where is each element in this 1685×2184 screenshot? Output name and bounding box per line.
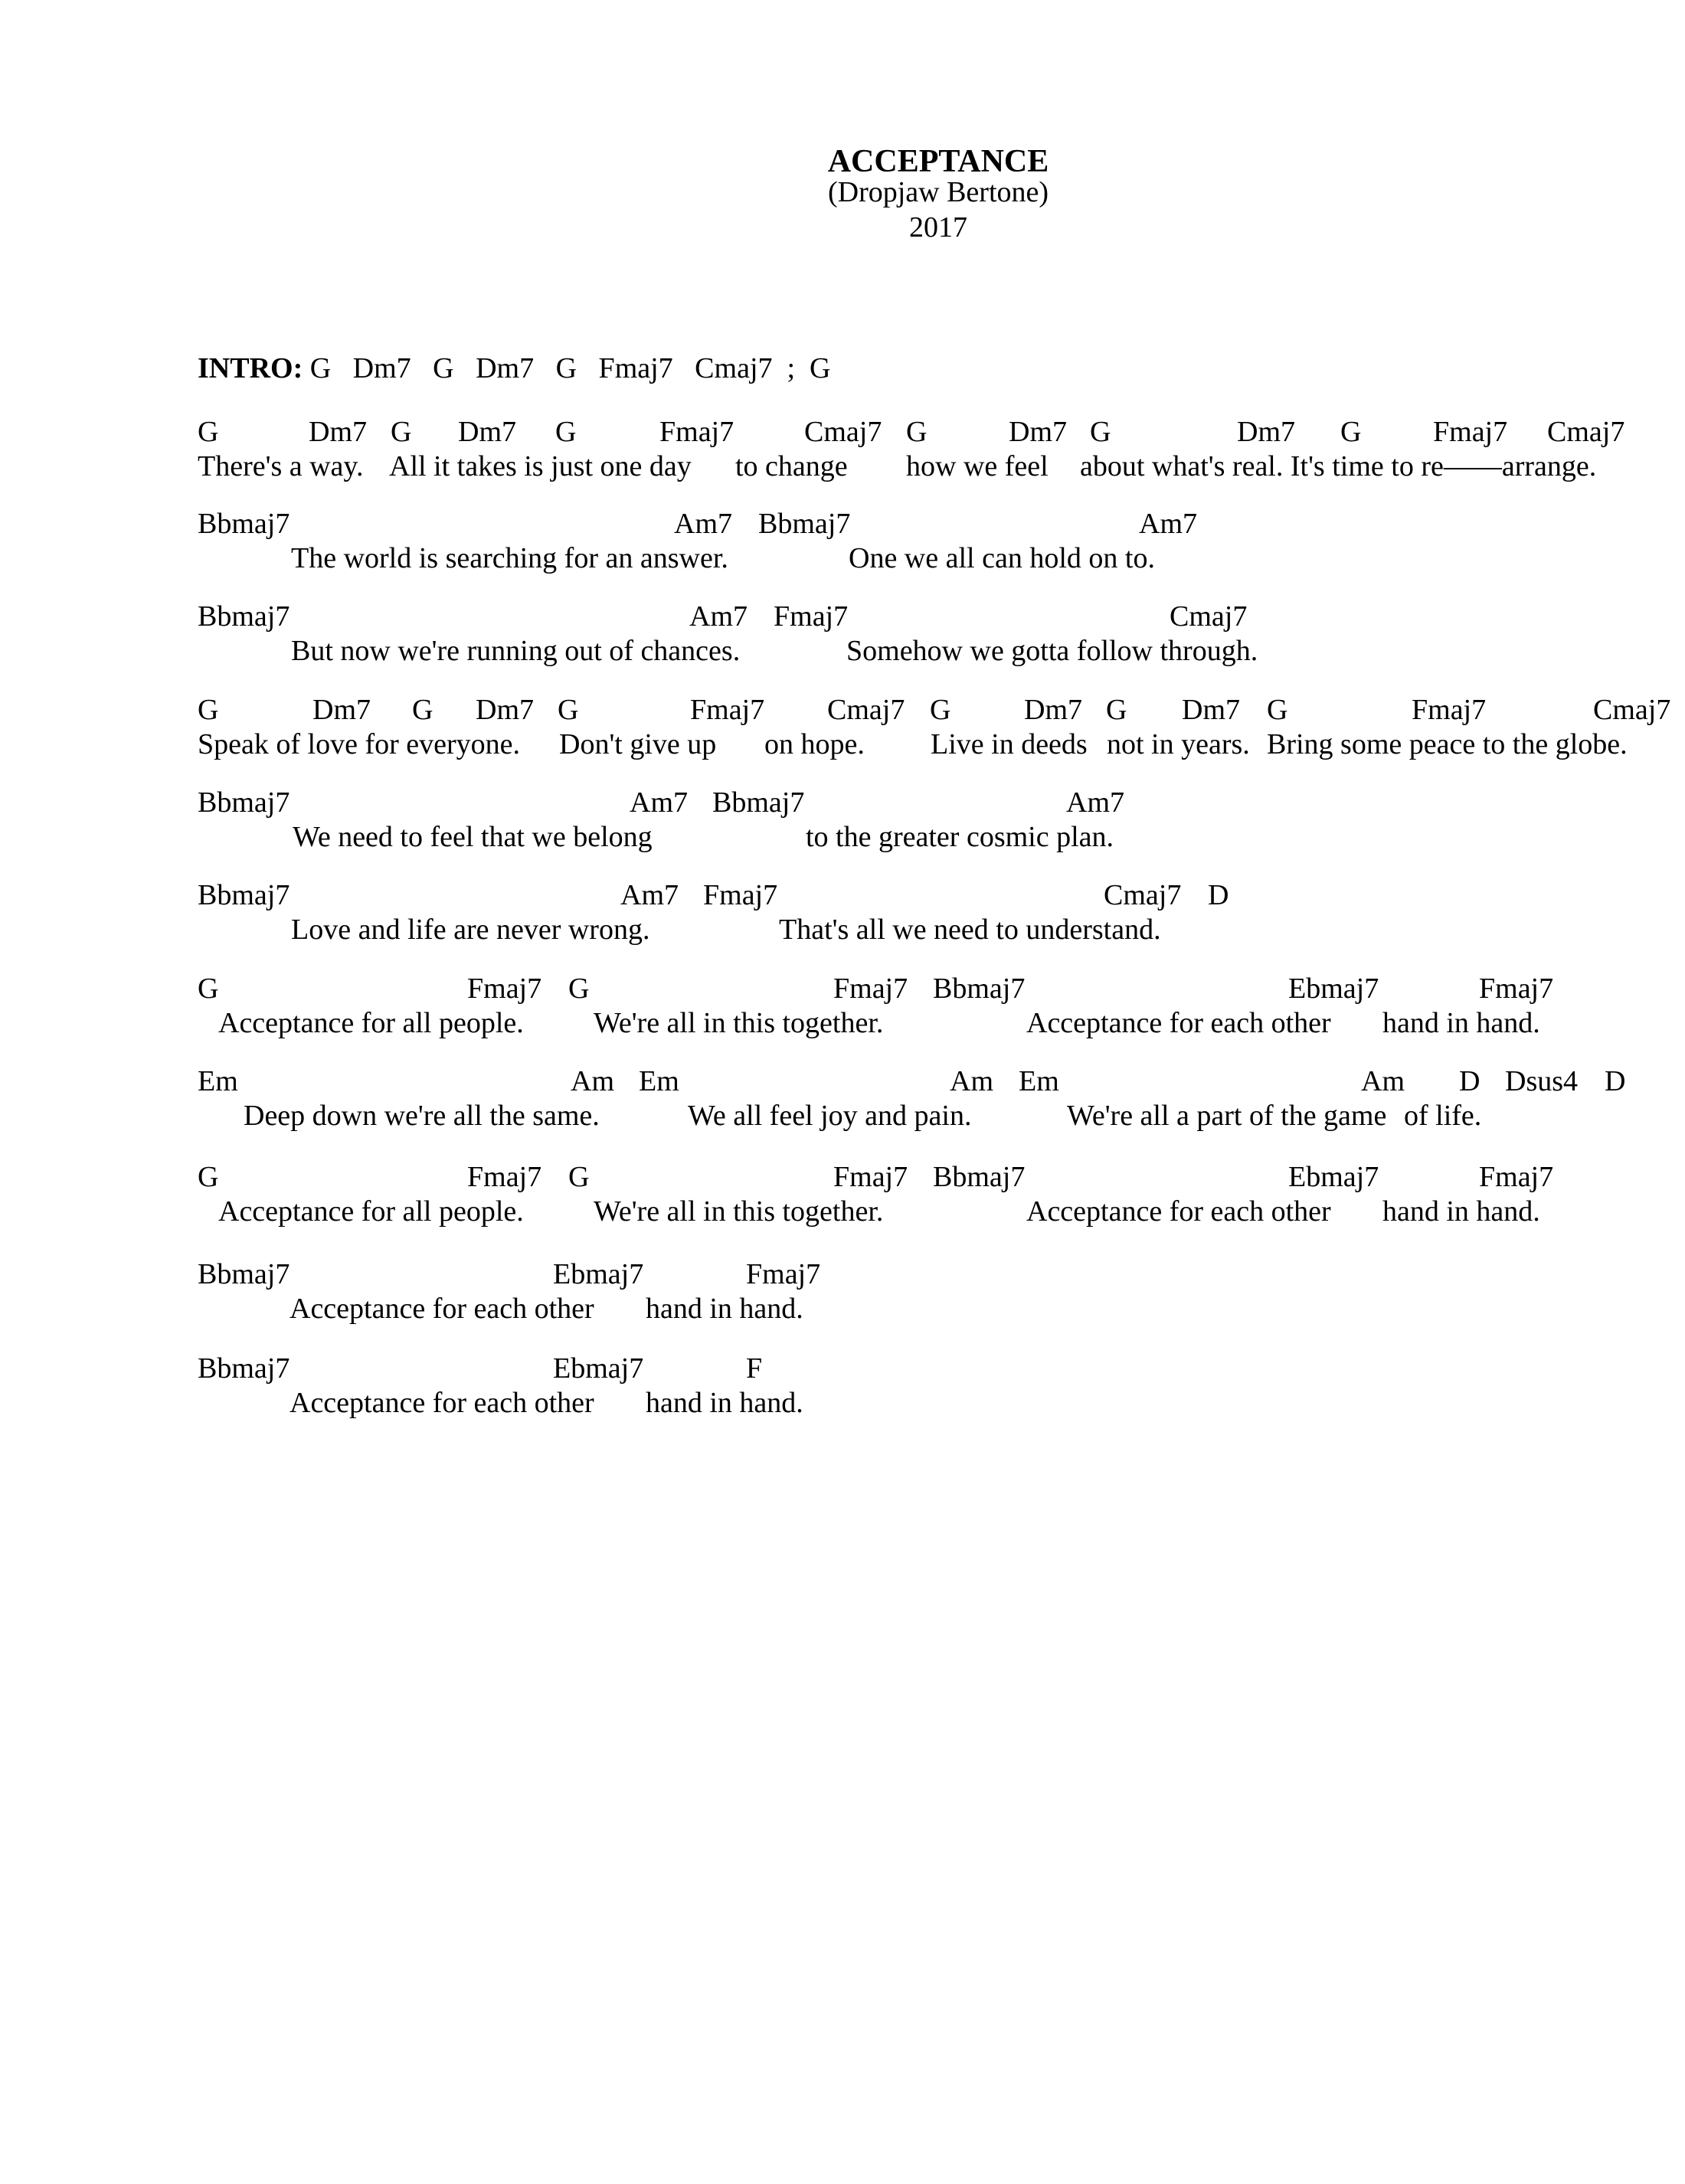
chord: G	[1267, 694, 1288, 726]
chord: Fmaj7	[1479, 1161, 1554, 1193]
chord: G	[555, 416, 577, 448]
chord: Ebmaj7	[553, 1352, 644, 1385]
chord: Dm7	[476, 694, 534, 726]
chord: Fmaj7	[833, 973, 908, 1005]
chord: Fmaj7	[690, 694, 765, 726]
chord: Dm7	[312, 694, 371, 726]
chord: Cmaj7	[1104, 879, 1182, 911]
lyric: That's all we need to understand.	[779, 914, 1161, 946]
chord: G	[558, 694, 579, 726]
chord: Bbmaj7	[198, 879, 290, 911]
chord: Am7	[630, 786, 688, 819]
chord: Dm7	[309, 416, 367, 448]
chord: Dsus4	[1505, 1065, 1579, 1097]
chord: G	[1090, 416, 1111, 448]
chord: Em	[639, 1065, 679, 1097]
lyric: Acceptance for all people.	[218, 1007, 524, 1039]
chord: Bbmaj7	[198, 600, 290, 633]
lyric: We need to feel that we belong	[293, 821, 653, 853]
chord: Am7	[1066, 786, 1124, 819]
chord: Ebmaj7	[1288, 973, 1379, 1005]
chord: G	[391, 416, 412, 448]
chord: Cmaj7	[1547, 416, 1625, 448]
chord: Ebmaj7	[1288, 1161, 1379, 1193]
lyric: Acceptance for all people.	[218, 1195, 524, 1228]
chord: Fmaj7	[833, 1161, 908, 1193]
lyric: to change	[735, 450, 848, 482]
lyric: on hope.	[764, 728, 865, 760]
lyric: Deep down we're all the same.	[244, 1100, 600, 1132]
lyric: how we feel	[906, 450, 1049, 482]
song-title: ACCEPTANCE	[827, 144, 1049, 179]
chord: Fmaj7	[1479, 973, 1554, 1005]
chord: Fmaj7	[746, 1258, 821, 1290]
chord: Dm7	[458, 416, 516, 448]
chord: Em	[1019, 1065, 1059, 1097]
lyric: Love and life are never wrong.	[291, 914, 650, 946]
chord: G	[1340, 416, 1362, 448]
song-year: 2017	[909, 211, 967, 244]
chord: Bbmaj7	[933, 1161, 1026, 1193]
chord: Am	[1361, 1065, 1405, 1097]
chord: Fmaj7	[659, 416, 735, 448]
chord: Bbmaj7	[198, 1352, 290, 1385]
lyric: hand in hand.	[1382, 1195, 1540, 1228]
chord: G	[568, 1161, 590, 1193]
lyric: One we all can hold on to.	[849, 542, 1155, 574]
chord: Dm7	[1237, 416, 1295, 448]
intro-line	[198, 354, 831, 383]
chord: D	[1605, 1065, 1626, 1097]
chord: Fmaj7	[774, 600, 849, 633]
chord: Am7	[674, 508, 732, 540]
chord: Cmaj7	[804, 416, 882, 448]
lyric: We're all in this together.	[594, 1195, 884, 1228]
lyric: Acceptance for each other	[1026, 1195, 1331, 1228]
chord: Fmaj7	[1412, 694, 1487, 726]
chord: Am	[571, 1065, 614, 1097]
chord: Am7	[620, 879, 679, 911]
chord: Am7	[1139, 508, 1197, 540]
chord: Fmaj7	[1433, 416, 1508, 448]
chord: D	[1208, 879, 1229, 911]
chord: Fmaj7	[467, 973, 542, 1005]
lyric: We're all a part of the game	[1067, 1100, 1387, 1132]
chord: Bbmaj7	[198, 1258, 290, 1290]
intro-chords: G Dm7 G Dm7 G Fmaj7 Cmaj7 ; G	[303, 352, 831, 384]
chord: Em	[198, 1065, 238, 1097]
chord: Cmaj7	[1593, 694, 1671, 726]
chord: Am	[950, 1065, 993, 1097]
lyric: All it takes is just one day	[389, 450, 692, 482]
chord: Bbmaj7	[198, 786, 290, 819]
lyric: hand in hand.	[646, 1387, 803, 1419]
chord: Fmaj7	[703, 879, 778, 911]
lyric: Speak of love for everyone.	[198, 728, 521, 760]
lyric: not in years.	[1107, 728, 1250, 760]
lyric: The world is searching for an answer.	[291, 542, 728, 574]
chord: G	[906, 416, 928, 448]
chord: G	[198, 694, 219, 726]
lyric: hand in hand.	[1382, 1007, 1540, 1039]
chord: F	[746, 1352, 763, 1385]
chord: G	[568, 973, 590, 1005]
chord: Dm7	[1182, 694, 1240, 726]
lyric-line	[0, 1387, 803, 1476]
chord: Cmaj7	[1170, 600, 1248, 633]
lyric: Acceptance for each other	[290, 1387, 594, 1419]
chord: Ebmaj7	[553, 1258, 644, 1290]
lyric: Somehow we gotta follow through.	[846, 635, 1258, 667]
lyric: We all feel joy and pain.	[688, 1100, 972, 1132]
lyric: of life.	[1404, 1100, 1482, 1132]
chord: G	[930, 694, 951, 726]
chord: G	[412, 694, 434, 726]
lyric: hand in hand.	[646, 1293, 803, 1325]
chord: D	[1459, 1065, 1481, 1097]
chord: Cmaj7	[827, 694, 905, 726]
chord: G	[198, 973, 219, 1005]
chord: Dm7	[1009, 416, 1067, 448]
chord: Fmaj7	[467, 1161, 542, 1193]
chord: Bbmaj7	[933, 973, 1026, 1005]
lyric: Live in deeds	[931, 728, 1088, 760]
chord: G	[198, 416, 219, 448]
chord: G	[198, 1161, 219, 1193]
lyric: We're all in this together.	[594, 1007, 884, 1039]
chord: Bbmaj7	[758, 508, 851, 540]
chord: Am7	[689, 600, 748, 633]
lyric: Acceptance for each other	[290, 1293, 594, 1325]
chord: G	[1106, 694, 1127, 726]
lyric: But now we're running out of chances.	[291, 635, 741, 667]
chord: Dm7	[1024, 694, 1082, 726]
lyric: to the greater cosmic plan.	[806, 821, 1114, 853]
lyric: There's a way.	[198, 450, 364, 482]
chord: Bbmaj7	[712, 786, 805, 819]
chord: Bbmaj7	[198, 508, 290, 540]
lyric: Bring some peace to the globe.	[1267, 728, 1628, 760]
lyric: about what's real. It's time to re——arrange.	[1080, 450, 1597, 482]
lyric: Acceptance for each other	[1026, 1007, 1331, 1039]
intro-label: INTRO:	[198, 352, 303, 384]
song-artist: (Dropjaw Bertone)	[827, 176, 1049, 208]
lyric: Don't give up	[559, 728, 717, 760]
